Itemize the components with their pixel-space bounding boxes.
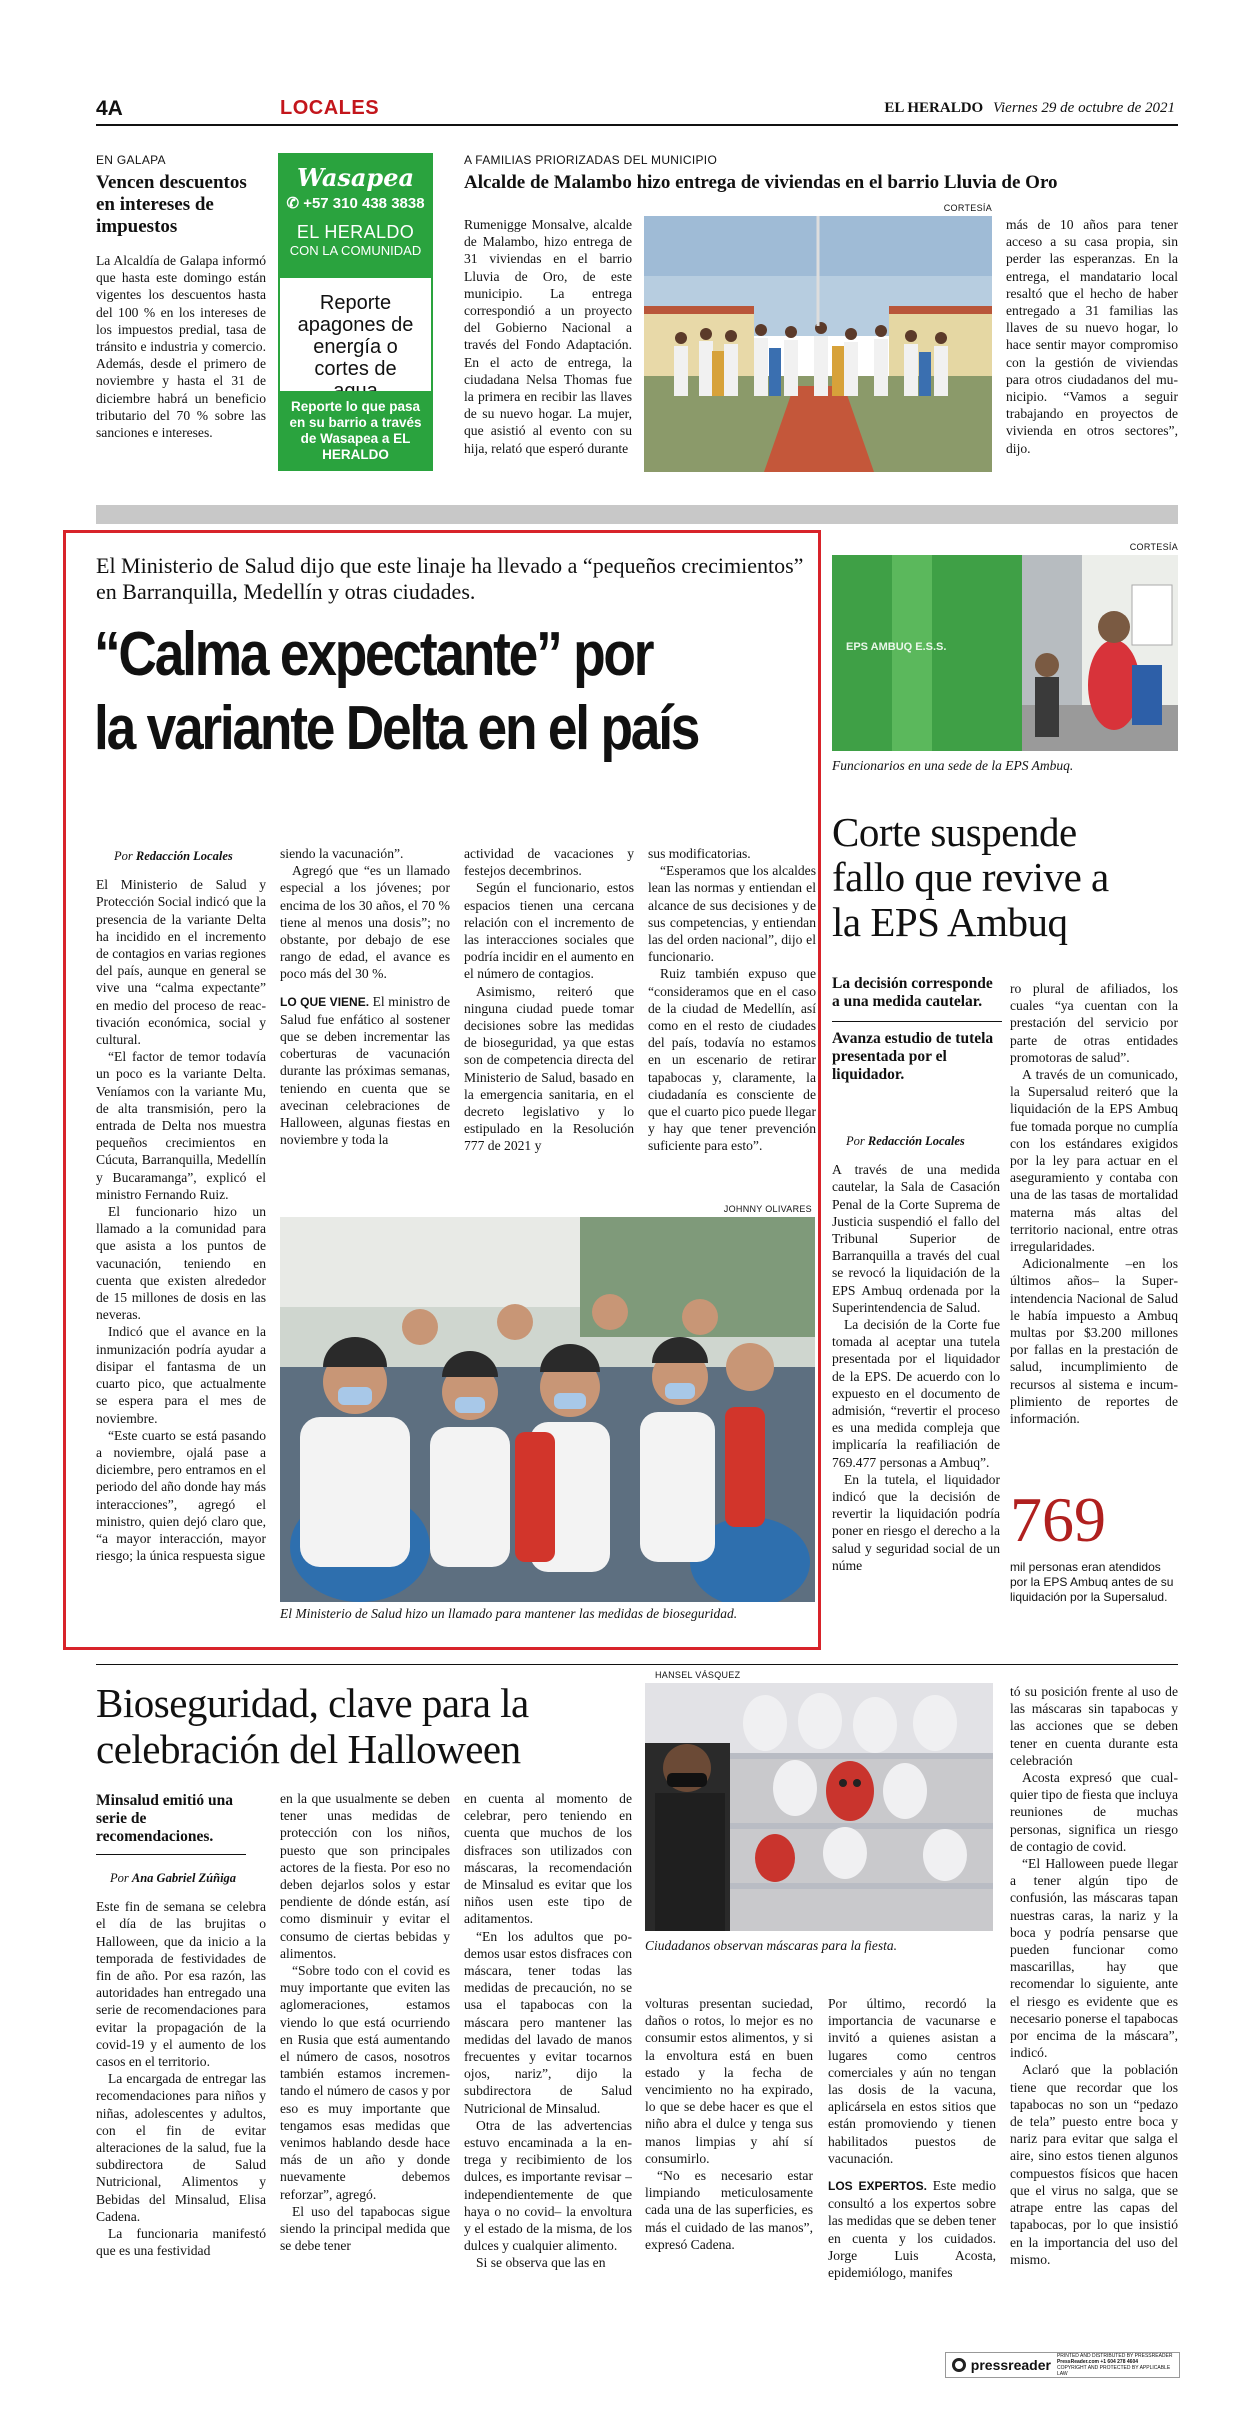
ambuq-paragraph: En la tutela, el liquidador indicó que la decisión de revertir la liquidación podría poner en riesgo el derecho a la salud y seguridad social de un núme <box>832 1471 1000 1573</box>
ambuq-stat-number: 769 <box>1010 1484 1106 1555</box>
halloween-col-4 <box>645 1995 813 2335</box>
delta-paragraph: “Esperamos que los alcaldes lean las normas y entiendan el alcance de sus decisiones y de sus competencias, y entiendan las del orden nacional”, dijo el funcionario. <box>648 863 816 965</box>
delta-deck: El Ministerio de Salud dijo que este linaje ha llevado a “pequeños crecimientos” en Barranquilla, Medellín y otras ciudades. <box>96 553 804 604</box>
halloween-photo-credit: HANSEL VÁSQUEZ <box>655 1670 741 1680</box>
ambuq-stat-text: mil personas eran atendidos por la EPS Ambuq antes de su liquidación por la Supersalud. <box>1010 1560 1174 1604</box>
section-label: LOCALES <box>280 97 380 119</box>
ambuq-sign-text: EPS AMBUQ E.S.S. <box>846 641 947 653</box>
wasapea-phone-row <box>280 194 431 212</box>
halloween-paragraph: Este fin de semana se celebra el día de las brujitas o Halloween, que da inicio a la temporada de festividades de fin de año. Por esa razón, las autoridades han entregado una serie de recomendaciones para evitar la propagación de la covid-19 y el aumento de los casos en el territorio. <box>96 1899 266 2070</box>
halloween-paragraph: La encargada de entregar las recomendaciones para niños y niñas, adolescentes y adultos, con el fin de evitar alteraciones de la salud, fue la subdirectora de Salud Nutricional, Alimentos y Bebidas del Minsalud, Elisa Cadena. <box>96 2071 266 2224</box>
delta-paragraph: “El factor de temor todavía un poco es la variante Delta. Veníamos con la variante Mu, de alta transmisión, pero la entrada de Delta nos muestra pequeños crecimientos en Cúcuta, Barranquilla, Medellín y Bucaramanga”, explicó el ministro Fernando Ruiz. <box>96 1049 266 1202</box>
halloween-paragraph: Si se observa que las en <box>476 2255 606 2271</box>
delta-lo-que-viene-kw: LO QUE VIENE. <box>280 994 370 1009</box>
malambo-photo-credit: CORTESÍA <box>943 203 992 213</box>
delta-paragraph: siendo la vacunación”. <box>280 846 404 861</box>
delta-byline <box>114 848 266 865</box>
galapa-body <box>96 252 266 472</box>
pressreader-fine-print <box>1057 2353 1179 2377</box>
ambuq-photo <box>832 555 1178 751</box>
delta-headline-line-1: “Calma expectante” por <box>94 620 653 689</box>
halloween-paragraph: Por último, recordó la importancia de vacunarse e invitó a quienes asistan a lugares como centros comerciales y aún no tengan las dosis de la vacuna, aplicársela en estos sitios que están promoviendo y tienen habilitados puestos de vacunación. <box>828 1996 996 2166</box>
halloween-paragraph: en la que usualmente se deben tener unas medidas de protección con los niños, puesto que son principales actores de la fiesta. Por eso no deben dejarlos solos y estar pendiente de dónde están, así como disminuir y evitar el consumo de ciertas bebidas y alimentos. <box>280 1791 450 1961</box>
wasapea-report: Reporte apagones de energía o cortes de <box>297 292 414 380</box>
delta-paragraph: Según el funcionario, estos espacios tienen una cercana relación con el incremento de las interacciones sociales que podría incidir en el aumento en el número de contagios. <box>464 880 634 982</box>
malambo-photo <box>644 216 992 472</box>
delta-col-1 <box>96 845 266 1635</box>
halloween-col-1 <box>96 1868 266 2338</box>
halloween-expertos-kw: LOS EXPERTOS. <box>828 2179 927 2194</box>
halloween-paragraph: El uso del tapabocas sigue siendo la principal medida que se debe tener <box>280 2203 450 2254</box>
halloween-byline <box>110 1870 266 1887</box>
delta-headline <box>94 618 713 766</box>
delta-photo <box>280 1217 815 1602</box>
pressreader-badge[interactable] <box>945 2352 1180 2378</box>
vaccination-crowd-photo <box>280 1217 815 1602</box>
malambo-kicker: A FAMILIAS PRIORIZADAS DEL MUNICIPIO <box>464 153 718 167</box>
delta-col-2 <box>280 845 450 1209</box>
masks-store-photo <box>645 1683 993 1931</box>
malambo-paragraph-1: Rumenigge Monsalve, alcalde de Malambo, hizo entrega de 31 viviendas en el barrio Lluvia de Oro, de este municipio. La entrega correspondió a un proyecto del Gobierno Nacional a través del Fondo Adaptación. En el acto de entrega, la ciudadana Nelsa Thomas fue la primera en recibir las llaves de su nuevo hogar. La mujer, que asistió al evento con su hija, relató que esperó durante <box>464 217 632 456</box>
pressreader-brand: pressreader <box>970 2357 1051 2373</box>
ambuq-paragraph: A través de una medida cautelar, la Sala de Casación Penal de la Corte Suprema de Justicia suspendió el fallo del Tribunal Superior de Barranquilla a través del cual se revocó la liquidación de la EPS Ambuq ordenada por la Superintendencia de Salud. <box>832 1162 1000 1315</box>
galapa-paragraph: La Alcaldía de Galapa informó que hasta este domingo están vigentes los descuentos hasta del 100 % en los intereses de los impuestos predial, tasa de tránsito e industria y comercio. Además, desde el primero de noviembre y hasta el 31 de diciembre habrá un beneficio tributario del 70 % sobre las sanciones e intereses. <box>96 253 266 441</box>
whatsapp-icon: ✆ <box>286 195 300 212</box>
wasapea-brand: Wasapea <box>296 163 415 192</box>
malambo-col-2 <box>1006 216 1178 474</box>
halloween-paragraph: Otra de las advertencias estuvo encaminada a la entrega y recibimiento de los dulces, es importante revisar –independientemente de que haya o no covid– la envoltura y el estado de la misma, de los dulces y cualquier alimento. <box>464 2117 632 2254</box>
ambuq-bullets <box>832 975 1002 1084</box>
delta-paragraph: Agregó que “es un llamado especial a los jóvenes; por encima de los 30 años, el 70 % tiene al menos una dosis”; no obstante, por debajo de ese rango de edad, el avance es poco más del 30 %. <box>280 863 450 982</box>
ambuq-col-2 <box>1010 980 1178 1460</box>
halloween-expertos-text: Este medio consultó a los expertos sobre las medidas que se deben tener en cuenta y los cuidados. Jorge Luis Acosta, epidemiólogo, manifes <box>828 2178 996 2281</box>
halloween-top-rule <box>96 1664 1178 1665</box>
wasapea-tagline-2: CON LA COMUNIDAD <box>289 243 422 258</box>
halloween-paragraph: “No es necesario estar limpiando meticulosamente cada una de las superficies, es más el cuidado de las manos”, expresó Cadena. <box>645 2168 813 2252</box>
halloween-col-6 <box>1010 1683 1178 2338</box>
halloween-photo <box>645 1683 993 1931</box>
wasapea-ad[interactable] <box>278 153 433 471</box>
wasapea-cta[interactable]: Reporte lo que pasa en su barrio a través de Wasapea a EL HERALDO <box>280 391 431 469</box>
delta-caption: El Ministerio de Salud hizo un llamado para mantener las medidas de bioseguridad. <box>280 1606 738 1621</box>
delta-paragraph: Ruiz también expuso que “consideramos que en el caso de la ciudad de Medellín, así como en el resto de ciudades del país, todavía no estamos en un escenario de retirar tapabocas y, claramente, la ciudadanía es consciente de que el cuarto pico puede llegar y hay que tener prevención suficiente para esto”. <box>648 966 816 1154</box>
delta-paragraph: El funcionario hizo un llamado a la comunidad para que asista a los puntos de vacunación, teniendo en cuenta que existen alrededor de 15 millones de dosis en las neveras. <box>96 1204 266 1323</box>
housing-delivery-photo <box>644 216 992 472</box>
wasapea-phone: +57 310 438 3838 <box>303 195 425 212</box>
paper-name: EL HERALDO <box>884 100 984 116</box>
halloween-paragraph: volturas presentan suciedad, daños o rotos, lo mejor es no consumir estos alimentos, y si la envoltura está en buen estado y la fecha de vencimiento no ha expirado, lo que se debe hacer es que el niño abra el dulce y tenga sus manos limpias y ahí sí consumirlo. <box>645 1996 813 2166</box>
delta-paragraph: El Ministerio de Salud y Protección Social indicó que la presencia de la variante Delta ha incidido en el incremento de contagios en varias regiones del país, aunque en general se vive una “calma expectante” en medio del proceso de reactivación económica, social y cultural. <box>96 877 266 1048</box>
halloween-paragraph: en cuenta al momento de celebrar, pero teniendo en cuenta que muchos de los disfraces son utilizados con máscaras, la recomendación de Minsalud es evitar que los niños usen este tipo de aditamentos. <box>464 1791 632 1927</box>
halloween-paragraph: “En los adultos que podemos usar estos disfraces con máscara, tener todas las medidas de precaución, no se usa el tapabocas con la máscara pero mantener las medidas del lavado de manos frecuentes y evitar tocarnos ojos, nariz”, dijo la subdirectora de Salud Nutricional de Minsalud. <box>464 1928 632 2116</box>
wasapea-tagline-1: EL HERALDO <box>296 222 415 242</box>
halloween-paragraph: Acosta expresó que cualquier tipo de fiesta que incluya reuniones de muchas personas, significa un riesgo de contagio de covid. <box>1010 1770 1178 1854</box>
halloween-paragraph: La funcionaria manifestó que es una festividad <box>96 2226 266 2259</box>
malambo-title: Alcalde de Malambo hizo entrega de viviendas en el barrio Lluvia de Oro <box>464 172 1058 193</box>
halloween-paragraph: Aclaró que la población tiene que recordar que los tapabocas no son un “pedazo de tela” puesto entre boca y nariz para evitar que salga el aire, sino estos tienen algunos compuestos físicos que hacen que el virus no salga, que se atrape entre las capas del tapabocas, por lo que insistió en la importancia del uso del mismo. <box>1010 2062 1178 2267</box>
halloween-byline-name: Ana Gabriel Zúñiga <box>131 1871 237 1885</box>
ambuq-col-1 <box>832 1130 1000 1642</box>
galapa-title: Vencen descuentos en intereses de impuestos <box>96 172 247 237</box>
malambo-col-1 <box>464 216 632 474</box>
section-divider-band <box>96 505 1178 524</box>
masthead <box>884 100 1175 117</box>
halloween-expertos-paragraph <box>828 2177 996 2281</box>
delta-byline-name: Redacción Locales <box>135 849 233 863</box>
delta-paragraph: sus modificatorias. <box>648 846 751 861</box>
malambo-paragraph-2: más de 10 años para tener acceso a su casa propia, sin perder las esperanzas. En la entrega, el mandatario local resaltó que el hecho de haber entregado a 31 familias las llaves de su nuevo hogar, lo hace sentir mayor compromiso con la gestión de viviendas para otros ciudadanos del municipio. “Vamos a seguir trabajando en proyectos de vivienda en otros sectores”, dijo. <box>1006 217 1178 456</box>
ambuq-paragraph: La decisión de la Corte fue tomada al aceptar una tutela presentada por el liquidador de la EPS. De acuerdo con lo expuesto en el documento de admisión, “revertir el proceso es una medida compleja que implicaría la reafiliación de 769.477 personas a Ambuq”. <box>832 1317 1000 1470</box>
pressreader-fine-3: COPYRIGHT AND PROTECTED BY APPLICABLE LAW <box>1056 2365 1171 2377</box>
wasapea-top-panel <box>280 155 431 278</box>
ambuq-byline <box>846 1133 1000 1150</box>
halloween-col-3 <box>464 1790 632 2335</box>
page-number: 4A <box>96 97 123 120</box>
ambuq-bullet-1: La decisión corresponde a una medida cautelar. <box>832 975 1002 1022</box>
ambuq-paragraph: Adicionalmente –en los últimos años– la Superintendencia Nacional de Salud le había impuesto a Ambuq multas por $3.200 millones por fallas en la prestación de salud, incumplimiento de recursos al sistema e incumplimiento de reportes de información. <box>1010 1256 1178 1427</box>
ambuq-byline-pre: Por <box>846 1134 865 1148</box>
ambuq-headline: Corte suspende fallo que revive a la EPS Ambuq <box>832 809 1109 945</box>
delta-col-4 <box>648 845 816 1209</box>
ambuq-paragraph: ro plural de afiliados, los cuales “ya cuentan con la prestación del servicio por parte de otras entidades promotoras de salud”. <box>1010 981 1178 1065</box>
galapa-kicker: EN GALAPA <box>96 153 166 167</box>
ambuq-bullet-2: Avanza estudio de tutela presentada por el liquidador. <box>832 1030 994 1083</box>
delta-photo-credit: JOHNNY OLIVARES <box>723 1204 812 1214</box>
pressreader-fine-1: PRINTED AND DISTRIBUTED BY PRESSREADER <box>1056 2353 1173 2359</box>
delta-paragraph: “Este cuarto se está pasando a noviembre, ojalá pase a diciembre, pero entramos en el periodo del año donde hay más interacciones”, agregó el ministro, quien dejó claro que, “a mayor interacción, mayor riesgo; la única respuesta sigue <box>96 1427 266 1564</box>
halloween-caption: Ciudadanos observan máscaras para la fiesta. <box>645 1938 898 1953</box>
eps-office-photo <box>832 555 1178 751</box>
pressreader-fine-2: PressReader.com +1 604 278 4604 <box>1056 2359 1139 2365</box>
halloween-paragraph: tó su posición frente al uso de las máscaras sin tapabocas y las acciones que se deben tener en cuenta durante esta celebración <box>1010 1684 1178 1768</box>
ambuq-paragraph: A través de un comunicado, la Supersalud reiteró que la liquidación de la EPS Ambuq fue tomada porque no cumplía con los estándares exigidos por la ley para actuar en el aseguramiento y contaba con una de las tasas de mortalidad materna más altas del territorio nacional, entre otras irregularidades. <box>1010 1067 1178 1255</box>
delta-lo-que-viene-text: El ministro de Salud fue enfático al sostener que se deben incrementar las coberturas de vacunación durante las próximas semanas, teniendo en cuenta que se avecinan celebraciones de Halloween, algunas fiestas en noviembre y toda la <box>280 993 450 1148</box>
delta-col-3 <box>464 845 634 1209</box>
issue-date: Viernes 29 de octubre de 2021 <box>992 100 1175 116</box>
delta-paragraph: Asimismo, reiteró que ninguna ciudad puede tomar decisiones sobre las medidas de bioseguridad, ya que estas son de competencia directa del Ministerio de Salud, basado en la emergencia sanitaria, en el decreto legislativo y lo estipulado en la Resolución 777 de 2021 y <box>464 983 634 1154</box>
halloween-paragraph: “El Halloween puede llegar a tener algún tipo de confusión, las máscaras tapan nuestras caras, la nariz y la boca y podría pensarse que pueden funcionar como mascarillas, hay que recomendar lo siguiente, ante el riesgo es evidente que es necesario ponerse el tapabocas por encima de la máscara”, indicó. <box>1010 1856 1178 2061</box>
halloween-paragraph: “Sobre todo con el covid es muy importante que eviten las aglomeraciones, estamos viendo lo que está ocurriendo en Rusia que está aumentando el número de casos, nosotros también estamos incrementando el número de casos y por eso es muy importante que tengamos esas medidas que venimos hablando desde hace más de un año y donde nuevamente debemos reforzar”, agregó. <box>280 1963 450 2202</box>
delta-headline-line-2: la variante Delta en el país <box>94 694 699 763</box>
halloween-col-5 <box>828 1995 996 2335</box>
ambuq-photo-credit: CORTESÍA <box>1129 542 1178 552</box>
delta-lo-que-viene-paragraph <box>280 993 450 1149</box>
ambuq-byline-name: Redacción Locales <box>867 1134 965 1148</box>
delta-byline-pre: Por <box>114 849 133 863</box>
delta-paragraph: actividad de vacaciones y festejos decembrinos. <box>464 846 634 879</box>
pressreader-icon <box>952 2358 966 2372</box>
halloween-col-2 <box>280 1790 450 2335</box>
delta-paragraph: Indicó que el avance en la inmunización podría ayudar a disipar el fantasma de un cuarto pico, que actualmente se espera para el mes de noviembre. <box>96 1324 266 1426</box>
halloween-headline: Bioseguridad, clave para la celebración del Halloween <box>96 1680 529 1772</box>
halloween-byline-pre: Por <box>110 1871 129 1885</box>
header-rule <box>96 124 1178 126</box>
halloween-sub: Minsalud emitió una serie de recomendaciones. <box>96 1792 246 1855</box>
ambuq-caption: Funcionarios en una sede de la EPS Ambuq. <box>832 758 1074 773</box>
